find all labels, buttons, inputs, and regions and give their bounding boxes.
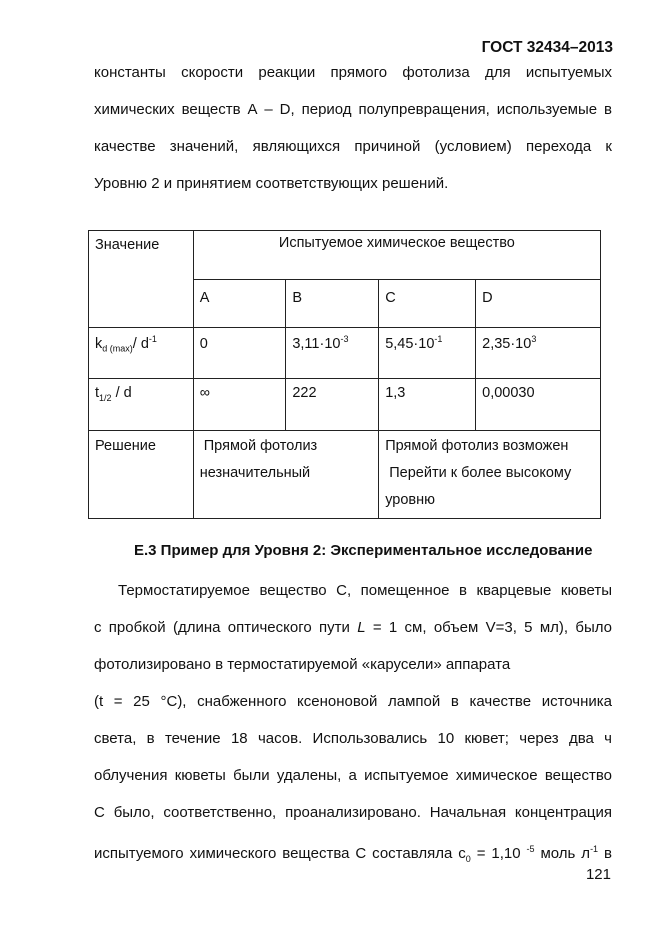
kd-value: $5,45\cdot 10^{-1}$ [379,328,476,379]
section-heading: Е.3 Пример для Уровня 2: Экспериментальное исследование [134,542,593,559]
decision-cd: Прямой фотолиз возможен Перейти к более высокому уровню [379,431,601,519]
body-text-segment: испытуемого химического вещества С составляла с [94,845,466,862]
photolysis-table [88,230,601,519]
body-line [94,609,612,646]
substance-header: B [286,280,379,328]
half-life-value: 0,00030 [476,379,601,431]
body-text-segment: Термостатируемое вещество С, помещенное в кварцевые кюветы [118,582,612,599]
half-life-value: 1,3 [379,379,476,431]
body-text-segment: (t = 25 °C), снабженного ксеноновой лампой в качестве источника [94,693,612,710]
body-paragraph [94,572,612,868]
body-line [94,683,612,720]
page-number: 121 [585,866,611,883]
standard-number: ГОСТ 32434–2013 [481,39,613,56]
intro-paragraph [94,54,612,202]
body-text-segment: С было, соответственно, проанализировано. Начальная концентрация [94,804,612,821]
body-text-segment: моль л [534,845,591,862]
intro-line: константы скорости реакции прямого фотолиза для испытуемых [94,64,612,81]
body-text-segment: = 1,10 [470,845,527,862]
decision-ab: Прямой фотолиз незначительный [193,431,378,519]
body-line [94,572,612,609]
substance-header: C [379,280,476,328]
body-text-segment: в [598,845,612,862]
substance-header: D [476,280,601,328]
body-text-segment: -5 [526,844,535,854]
body-text-segment: = 1 см, объем V=3, 5 мл), было [365,619,612,636]
decision-label: Решение [89,431,194,519]
body-text-segment: света, в течение 18 часов. Использовались 10 кювет; через два ч [94,730,612,747]
intro-line: качестве значений, являющихся причиной (условием) перехода к [94,138,612,155]
body-text-segment: облучения кюветы были удалены, а испытуемое химическое вещество [94,767,612,784]
body-line [94,646,612,683]
kd-value: $3,11\cdot 10^{-3}$ [286,328,379,379]
kd-value: $2,35\cdot 10^3$ [476,328,601,379]
substance-header: A [193,280,286,328]
body-text-segment: 0 [465,854,471,864]
header-substance-group: Испытуемое химическое вещество [193,231,600,280]
body-text-segment: -1 [590,844,599,854]
body-text-segment: фотолизировано в термостатируемой «карусели» аппарата [94,656,511,673]
half-life-value: 222 [286,379,379,431]
body-text-segment: с пробкой (длина оптического пути [94,619,358,636]
half-life-label: $t_{1/2}$ / d [89,379,194,431]
kd-label: $k_{d (max)}/$ $d^{-1}$ [89,328,194,379]
half-life-value: ∞ [193,379,286,431]
body-line [94,720,612,757]
kd-value: 0 [193,328,286,379]
body-line [94,757,612,794]
body-text-segment: L [357,619,366,636]
body-line [94,831,612,868]
header-value-cell: Значение [89,231,194,328]
body-line [94,794,612,831]
intro-line: Уровню 2 и принятием соответствующих решений. [94,175,449,192]
intro-line: химических веществ А – D, период полупревращения, используемые в [94,101,612,118]
